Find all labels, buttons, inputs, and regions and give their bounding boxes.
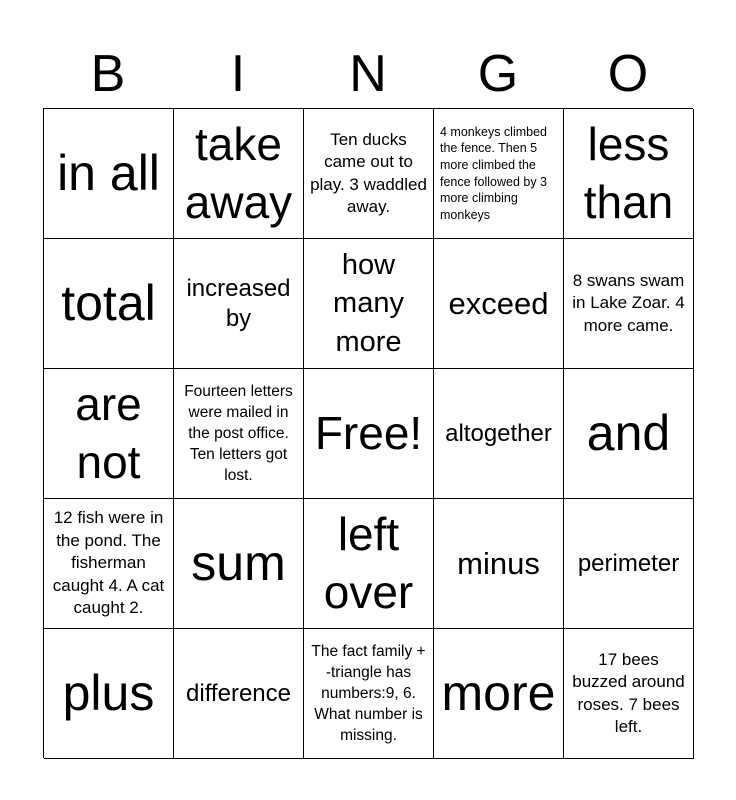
bingo-cell-r5-c5[interactable] [564,629,694,759]
bingo-cell-r4-c3[interactable] [304,499,434,629]
cell-text: 17 bees buzzed around roses. 7 bees left. [572,649,685,736]
cell-text: The fact family + -triangle has numbers:9, 6. What number is missing. [311,642,426,745]
bingo-cell-r3-c1[interactable] [44,369,174,499]
bingo-cell-r2-c5[interactable] [564,239,694,369]
cell-text: perimeter [577,549,680,577]
header-letter-b: B [90,45,126,103]
bingo-cell-r2-c3[interactable] [304,239,434,369]
bingo-cell-r3-c3[interactable] [304,369,434,499]
cell-text: less than [583,117,674,228]
header-letter-g: G [477,45,519,103]
header-letter-o: O [607,45,649,103]
bingo-cell-r2-c2[interactable] [174,239,304,369]
header-letter-n: N [349,45,387,103]
cell-text: left over [323,507,414,618]
cell-text: Free! [314,406,423,459]
bingo-header [43,40,693,108]
bingo-cell-r5-c1[interactable] [44,629,174,759]
bingo-cell-r1-c1[interactable] [44,109,174,239]
cell-text: sum [191,534,286,591]
cell-text: more [441,664,556,721]
bingo-cell-r4-c1[interactable] [44,499,174,629]
cell-text: altogether [445,419,552,447]
cell-text: minus [457,545,540,581]
cell-text: Fourteen letters were mailed in the post office. Ten letters got lost. [184,382,293,485]
bingo-cell-r5-c4[interactable] [434,629,564,759]
cell-text: how many more [333,248,404,358]
bingo-cell-r3-c2[interactable] [174,369,304,499]
bingo-cell-r1-c2[interactable] [174,109,304,239]
cell-text: exceed [448,285,549,321]
cell-text: Ten ducks came out to play. 3 waddled away. [310,129,427,216]
cell-text: in all [57,144,160,201]
bingo-cell-r4-c5[interactable] [564,499,694,629]
bingo-cell-r5-c3[interactable] [304,629,434,759]
bingo-cell-r2-c1[interactable] [44,239,174,369]
bingo-cell-r1-c5[interactable] [564,109,694,239]
bingo-cell-r4-c4[interactable] [434,499,564,629]
cell-text: and [586,404,671,461]
cell-text: take away [184,117,293,228]
bingo-cell-r4-c2[interactable] [174,499,304,629]
header-letter-i: I [230,45,246,103]
cell-text: 12 fish were in the pond. The fisherman caught 4. A cat caught 2. [52,508,165,618]
cell-text: are not [75,377,142,488]
cell-text: difference [186,679,291,707]
cell-text: total [61,274,156,331]
cell-text: increased by [186,274,291,332]
bingo-cell-r3-c4[interactable] [434,369,564,499]
cell-text: 8 swans swam in Lake Zoar. 4 more came. [572,270,685,335]
bingo-cell-r5-c2[interactable] [174,629,304,759]
cell-text: plus [62,664,155,721]
cell-text: 4 monkeys climbed the fence. Then 5 more climbed the fence followed by 3 more climbing monkeys [440,124,548,222]
bingo-cell-r2-c4[interactable] [434,239,564,369]
bingo-board [43,108,693,758]
bingo-cell-r1-c3[interactable] [304,109,434,239]
bingo-cell-r1-c4[interactable] [434,109,564,239]
bingo-cell-r3-c5[interactable] [564,369,694,499]
